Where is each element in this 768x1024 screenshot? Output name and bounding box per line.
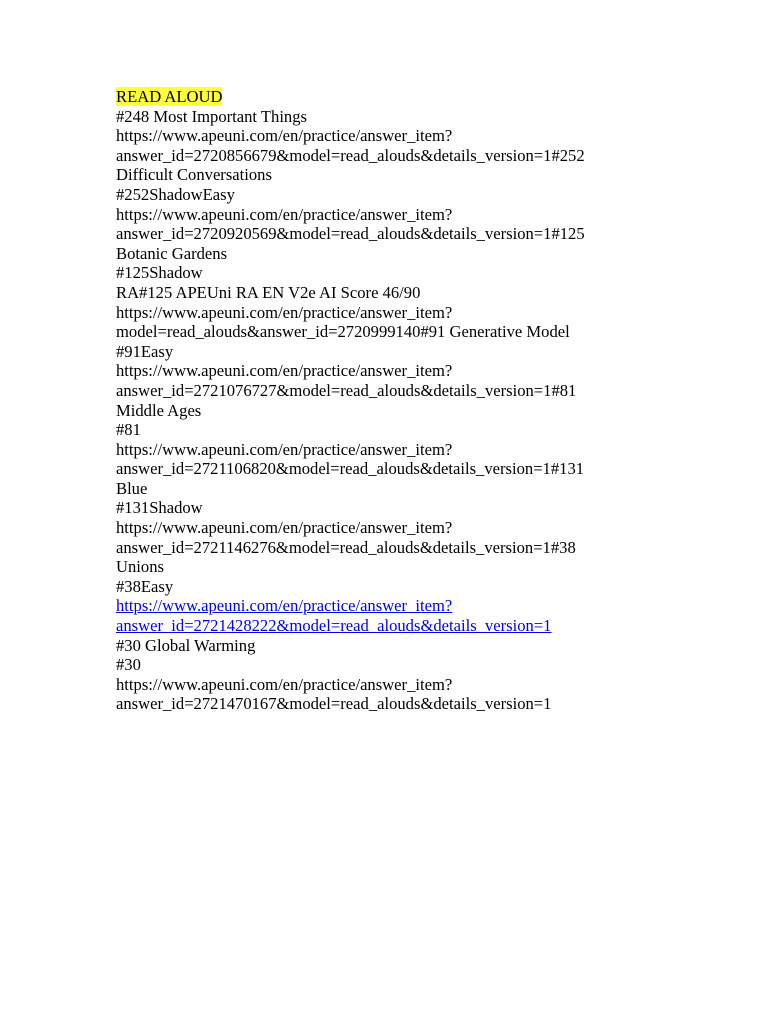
text-line: RA#125 APEUni RA EN V2e AI Score 46/90 <box>116 282 421 302</box>
text-line: answer_id=2721076727&model=read_alouds&details_version=1#81 <box>116 380 577 400</box>
text-line: https://www.apeuni.com/en/practice/answer_item? <box>116 361 453 381</box>
hyperlink-line <box>116 616 716 636</box>
text-line: answer_id=2721106820&model=read_alouds&details_version=1#131 <box>116 459 585 479</box>
text-line: https://www.apeuni.com/en/practice/answer_item? <box>116 302 453 322</box>
text-line: #81 <box>116 420 141 440</box>
text-line: https://www.apeuni.com/en/practice/answer_item? <box>116 439 453 459</box>
answer-link-part-2[interactable]: answer_id=2721428222&model=read_alouds&details_version=1 <box>116 616 552 636</box>
document-body <box>116 87 716 714</box>
text-line: Botanic Gardens <box>116 243 228 263</box>
heading-line <box>116 87 716 107</box>
text-line: answer_id=2720856679&model=read_alouds&details_version=1#252 <box>116 145 585 165</box>
text-line: https://www.apeuni.com/en/practice/answer_item? <box>116 518 453 538</box>
text-line: Middle Ages <box>116 400 202 420</box>
text-line: #252ShadowEasy <box>116 184 235 204</box>
text-line: Unions <box>116 557 164 577</box>
text-line: #30 <box>116 655 141 675</box>
text-line: model=read_alouds&answer_id=2720999140#91 Generative Model <box>116 322 570 342</box>
text-line: Difficult Conversations <box>116 165 272 185</box>
text-line: #91Easy <box>116 341 174 361</box>
text-line: https://www.apeuni.com/en/practice/answer_item? <box>116 126 453 146</box>
text-line: https://www.apeuni.com/en/practice/answer_item? <box>116 204 453 224</box>
text-line: #125Shadow <box>116 263 203 283</box>
text-line: #38Easy <box>116 576 174 596</box>
hyperlink-line <box>116 596 716 616</box>
read-aloud-heading: READ ALOUD <box>116 87 223 106</box>
answer-link-part-1[interactable]: https://www.apeuni.com/en/practice/answer_item? <box>116 596 453 616</box>
text-line: answer_id=2721470167&model=read_alouds&details_version=1 <box>116 694 552 714</box>
text-line: https://www.apeuni.com/en/practice/answer_item? <box>116 674 453 694</box>
text-line: #30 Global Warming <box>116 635 256 655</box>
text-line: answer_id=2721146276&model=read_alouds&details_version=1#38 <box>116 537 576 557</box>
text-line: Blue <box>116 478 148 498</box>
text-line: #131Shadow <box>116 498 203 518</box>
text-line: #248 Most Important Things <box>116 106 307 126</box>
text-line: answer_id=2720920569&model=read_alouds&details_version=1#125 <box>116 224 585 244</box>
